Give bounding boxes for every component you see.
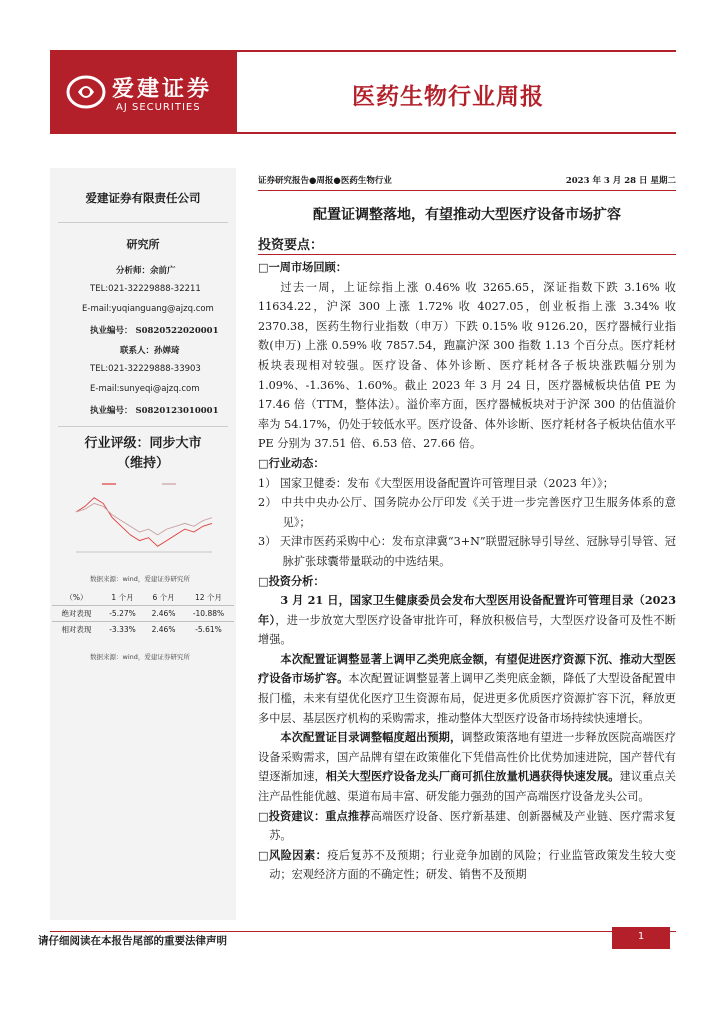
table-cell: 绝对表现 — [52, 606, 101, 622]
footer-rule — [50, 931, 676, 932]
analysis-p3-text-2: 建议重点关注产品性能优越、渠道布局丰富、研发能力强劲的国产高端医疗设备龙头公司。 — [258, 770, 676, 804]
analyst-name: 余前广 — [150, 266, 176, 276]
table-header-cell: 6 个月 — [152, 593, 175, 602]
company-name: 爱建证券有限责任公司 — [85, 191, 201, 205]
industry-news-item: 3） 天津市医药采购中心：发布京津冀“3+N”联盟冠脉导引导丝、冠脉导引导管、冠脉扩张球囊带量联动的中选结果。 — [258, 535, 676, 568]
contact-license: 执业编号： S0820123010001 — [90, 406, 219, 416]
rating-line-2: （维持） — [116, 456, 169, 471]
risk-factors — [258, 846, 676, 885]
analyst-label: 分析师： — [116, 266, 151, 276]
index-performance-chart — [62, 478, 224, 570]
analysis-paragraph-3 — [258, 728, 676, 806]
investment-advice-lead: 重点推荐 — [325, 808, 371, 823]
chart-series-line — [76, 498, 212, 547]
footer-disclaimer: 请仔细阅读在本报告尾部的重要法律声明 — [38, 935, 227, 947]
analyst-row — [116, 264, 176, 276]
table-header-row — [52, 590, 234, 606]
table-row — [52, 622, 234, 638]
analyst-email: E-mail:yuqianguang@ajzq.com — [82, 304, 214, 314]
contact-email: E-mail:sunyeqi@ajzq.com — [90, 384, 200, 394]
table-header-cell: （%） — [65, 593, 88, 602]
table-cell: 相对表现 — [52, 622, 101, 638]
report-title: 医药生物行业周报 — [352, 83, 544, 110]
risk-factors-title: □风险因素： — [258, 847, 328, 862]
report-headline: 配置证调整落地，有望推动大型医疗设备市场扩容 — [313, 207, 621, 223]
analysis-p2-bold: 本次配置证调整显著上调甲乙类兜底金额，有望促进医疗资源下沉、推动大型医疗设备市场扩容。 — [258, 651, 676, 686]
sidebar-divider — [58, 222, 228, 223]
company-logo — [50, 52, 236, 132]
logo-emblem-icon — [66, 74, 106, 110]
chart-source: 数据来源：wind，爱建证券研究所 — [90, 575, 190, 583]
industry-rating — [50, 434, 236, 474]
investment-advice — [258, 807, 676, 846]
table-cell: -3.33% — [101, 622, 144, 638]
sidebar-divider — [58, 426, 228, 427]
table-row — [52, 606, 234, 622]
contact-tel: TEL:021-32229888-33903 — [90, 364, 201, 374]
analysis-paragraph-2 — [258, 650, 676, 728]
table-header-cell: 1 个月 — [111, 593, 134, 602]
section-title: 投资要点： — [258, 238, 324, 253]
industry-news-title: □行业动态： — [258, 455, 325, 470]
table-cell: -5.61% — [183, 622, 234, 638]
table-cell: -5.27% — [101, 606, 144, 622]
contact-label: 联系人： — [120, 346, 155, 356]
header-divider — [236, 52, 237, 132]
table-cell: 2.46% — [144, 606, 183, 622]
risk-factors-text: 疫后复苏不及预期；行业竞争加剧的风险；行业监管政策发生较大变动；宏观经济方面的不确定性；研发、销售不及预期 — [269, 848, 676, 882]
section-rule — [258, 254, 676, 255]
sidebar — [50, 168, 236, 920]
analysis-p1-bold: 3 月 21 日，国家卫生健康委员会发布大型医用设备配置许可管理目录（2023 年） — [258, 593, 676, 627]
market-review-body: 过去一周，上证综指上涨 0.46% 收 3265.65，深证指数下跌 3.16% 收 11634.22，沪深 300 上涨 1.72% 收 4027.05，创业板指上涨 3.34% 收 2370.38，医药生物行业指数（申万）下跌 0.15% 收 9126.20，医疗器械行业指数(申万) 上涨 0.59% 收 7857.54，跑赢沪深 300 指数 1.13 个百分点。医疗耗材板块表现相对较强。医疗设备、体外诊断、医疗耗材各子板块涨跌幅分别为 1.09%、-1.36%、1.60%。截止 2023 年 3 月 24 日，医疗器械板块估值 PE 为 17.46 倍（TTM，整体法）。溢价率方面，医疗器械板块对于沪深 300 的估值溢价率为 54.17%，仍处于较低水平。医疗设备、体外诊断、医疗耗材各子板块估值水平 PE 分别为 37.51 倍、6.53 倍、27.66 倍。 — [258, 280, 676, 451]
report-date: 2023 年 3 月 28 日 星期二 — [565, 176, 676, 186]
contact-name: 孙婵琦 — [154, 346, 180, 356]
header-bottom-rule — [50, 132, 676, 134]
logo-english-text: AJ SECURITIES — [116, 102, 201, 113]
table-header-cell: 12 个月 — [195, 593, 222, 602]
contact-row — [120, 344, 180, 356]
table-cell: -10.88% — [183, 606, 234, 622]
analyst-license: 执业编号： S0820522020001 — [90, 326, 219, 336]
analysis-p3-text: 调整政策落地有望进一步释放医院高端医疗设备采购需求，国产品牌有望在政策催化下凭借高性价比优势加速进院，国产替代有望逐渐加速， — [258, 731, 676, 784]
investment-advice-text: 高端医疗设备、医疗新基建、创新器械及产业链、医疗需求复苏。 — [269, 809, 676, 843]
analysis-p3-bold: 本次配置证目录调整幅度超出预期， — [280, 730, 462, 745]
table-cell: 2.46% — [144, 622, 183, 638]
table-source: 数据来源：wind，爱建证券研究所 — [90, 653, 190, 661]
chart-series-line — [76, 503, 212, 535]
analyst-tel: TEL:021-32229888-32211 — [90, 284, 201, 294]
analysis-paragraph-1 — [258, 591, 676, 650]
logo-chinese-text: 爱建证券 — [112, 77, 213, 102]
institute-label: 研究所 — [126, 238, 160, 251]
meta-rule — [258, 190, 676, 191]
performance-table — [52, 590, 234, 637]
report-category: 证券研究报告●周报●医药生物行业 — [258, 176, 392, 186]
analysis-p3-bold-2: 相关大型医疗设备龙头厂商可抓住放量机遇获得快速发展。 — [325, 769, 620, 784]
analysis-p2-text: 本次配置证调整显著上调甲乙类兜底金额，降低了大型设备配置申报门槛，未来有望优化医疗卫生资源布局，促进更多优质医疗资源扩容下沉，释放更多中层、基层医疗机构的采购需求，推动整体大型医疗设备市场持续快速增长。 — [258, 672, 676, 725]
investment-analysis-title: □投资分析： — [258, 573, 325, 588]
industry-news-item: 1） 国家卫健委：发布《大型医用设备配置许可管理目录（2023 年）》； — [258, 476, 614, 490]
market-review-title: □一周市场回顾： — [258, 260, 347, 274]
industry-news-item: 2） 中共中央办公厅、国务院办公厅印发《关于进一步完善医疗卫生服务体系的意见》； — [258, 496, 676, 529]
page-number: 1 — [612, 927, 670, 949]
rating-line-1: 行业评级：同步大市 — [84, 436, 202, 451]
analysis-p1-text: ，进一步放宽大型医疗设备审批许可，释放积极信号，大型医疗设备可及性不断增强。 — [258, 613, 676, 647]
body-text — [258, 258, 676, 885]
investment-advice-title: □投资建议： — [258, 808, 326, 823]
